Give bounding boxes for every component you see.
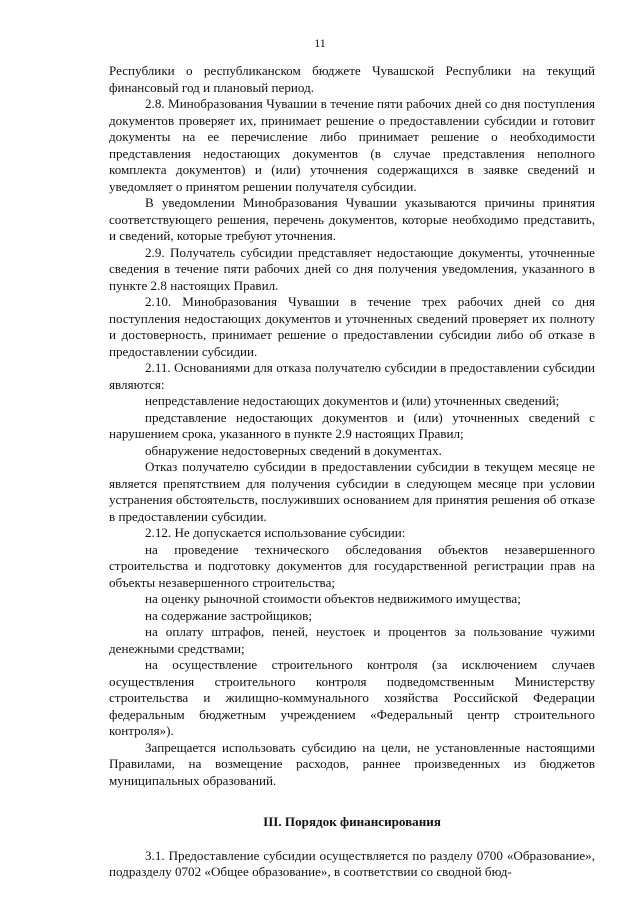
body-paragraph: 2.9. Получатель субсидии представляет недостающие документы, уточненные сведения в течение пяти рабочих дней со дня получения уведомления, указанного в пункте 2.8 настоящих Правил.: [109, 244, 595, 293]
body-paragraph: 3.1. Предоставление субсидии осуществляется по разделу 0700 «Образование», подразделу 0702 «Общее образование», в соответствии со сводной бюд-: [109, 847, 595, 879]
list-item: на содержание застройщиков;: [145, 607, 312, 623]
section-heading: III. Порядок финансирования: [263, 814, 441, 829]
body-paragraph: 2.8. Минобразования Чувашии в течение пяти рабочих дней со дня поступления документов проверяет их, принимает решение о предоставлении субсидии и готовит документы на ее перечисление либо принимает решение о необходимости представления недостающих документов (в случае представления неполного комплекта документов) и (или) уточнения содержащихся в заявке сведений и уведомляет о принятом решении получателя субсидии.: [109, 96, 595, 194]
list-item: непредставление недостающих документов и (или) уточненных сведений;: [145, 393, 560, 408]
body-paragraph: Отказ получателю субсидии в предоставлении субсидии в текущем месяце не является препятствием для получения субсидии в следующем месяце при условии устранения обстоятельств, послуживших основанием для принятия решения об отказе в предоставлении субсидии.: [109, 459, 595, 524]
body-paragraph: 2.12. Не допускается использование субсидии:: [145, 525, 406, 540]
list-item: представление недостающих документов и (или) уточненных сведений с нарушением срока, указанного в пункте 2.9 настоящих Правил;: [109, 409, 595, 441]
body-paragraph: Запрещается использовать субсидию на цели, не установленные настоящими Правилами, на возмещение расходов, раннее произведенных из бюджетов муниципальных образований.: [109, 739, 595, 788]
list-item: на осуществление строительного контроля (за исключением случаев осуществления строительного контроля подведомственным Министерству строительства и жилищно-коммунального хозяйства Российской Федерации федеральным бюджетным учреждением «Федеральный центр строительного контроля»).: [109, 657, 595, 738]
list-item: на проведение технического обследования объектов незавершенного строительства и подготовку документов для государственной регистрации прав на объекты незавершенного строительства;: [109, 541, 595, 590]
body-paragraph: 2.10. Минобразования Чувашии в течение трех рабочих дней со дня поступления недостающих документов и уточненных сведений проверяет их полноту и достоверность, принимает решение о предоставлении субсидии либо об отказе в предоставлении субсидии.: [109, 294, 595, 359]
list-item: обнаружение недостоверных сведений в документах.: [145, 442, 442, 458]
body-paragraph: В уведомлении Минобразования Чувашии указываются причины принятия соответствующего решения, перечень документов, которые необходимо представить, и сведений, которые требуют уточнения.: [109, 195, 595, 243]
document-body: [109, 63, 595, 881]
body-paragraph: 2.11. Основаниями для отказа получателю субсидии в предоставлении субсидии являются:: [109, 360, 595, 392]
page-number: 11: [314, 36, 326, 50]
body-paragraph: Республики о республиканском бюджете Чувашской Республики на текущий финансовый год и плановый период.: [109, 63, 595, 95]
list-item: на оценку рыночной стоимости объектов недвижимого имущества;: [145, 591, 521, 606]
list-item: на оплату штрафов, пеней, неустоек и процентов за пользование чужими денежными средствами;: [109, 624, 595, 656]
